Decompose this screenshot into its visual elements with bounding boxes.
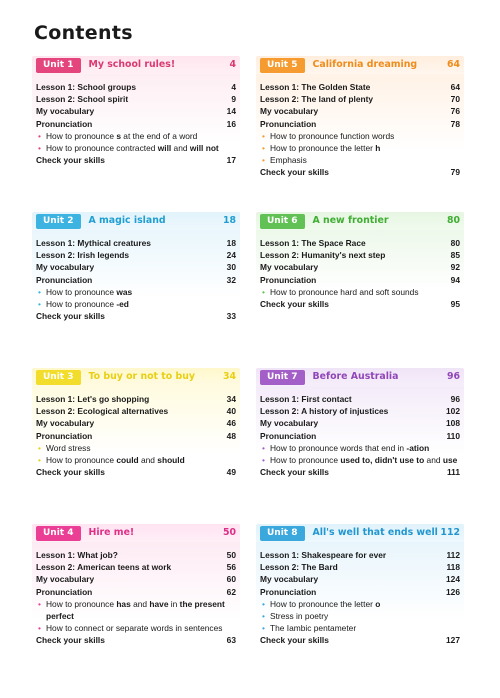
toc-entry-page: 4 bbox=[231, 82, 236, 92]
toc-entry-page: 127 bbox=[446, 635, 460, 646]
unit-section bbox=[256, 212, 464, 316]
toc-entry-title: Pronunciation bbox=[36, 586, 93, 597]
toc-entry-title: Check your skills bbox=[36, 635, 105, 646]
unit-badge: Unit 3 bbox=[36, 370, 81, 385]
pronunciation-topic: • How to connect or separate words in sentences bbox=[36, 622, 236, 634]
unit-section bbox=[256, 524, 464, 653]
toc-entry-title: My vocabulary bbox=[36, 106, 95, 117]
toc-entry-page: 32 bbox=[226, 274, 236, 285]
pronunciation-topic: • How to pronounce used to, didn't use to and use bbox=[260, 454, 460, 466]
check-your-skills-entry[interactable] bbox=[260, 466, 460, 478]
unit-badge: Unit 7 bbox=[260, 370, 305, 385]
toc-entry-title: Check your skills bbox=[36, 311, 105, 322]
toc-entry[interactable] bbox=[36, 237, 236, 249]
toc-entry-title: Pronunciation bbox=[36, 118, 93, 129]
toc-entry[interactable] bbox=[260, 118, 460, 130]
pronunciation-topic: • Emphasis bbox=[260, 154, 460, 166]
unit-section bbox=[32, 212, 240, 328]
toc-entry[interactable] bbox=[36, 586, 236, 598]
toc-entry-page: 94 bbox=[450, 274, 460, 285]
toc-entry-title: Lesson 1: Shakespeare for ever bbox=[260, 550, 387, 560]
toc-entry-title: Pronunciation bbox=[260, 586, 317, 597]
toc-entry-page: 40 bbox=[226, 406, 236, 417]
toc-entry-page: 49 bbox=[226, 467, 236, 478]
toc-entry-page: 112 bbox=[446, 550, 460, 560]
unit-body bbox=[256, 542, 464, 653]
check-your-skills-entry[interactable] bbox=[260, 166, 460, 178]
toc-entry-title: Pronunciation bbox=[36, 430, 93, 441]
toc-entry-title: Lesson 2: Humanity's next step bbox=[260, 250, 386, 261]
toc-entry-page: 48 bbox=[226, 430, 236, 441]
unit-page-number: 112 bbox=[440, 527, 460, 538]
unit-section bbox=[32, 524, 240, 653]
toc-entry-title: My vocabulary bbox=[36, 418, 95, 429]
toc-entry[interactable] bbox=[36, 93, 236, 105]
page-title: Contents bbox=[34, 22, 133, 44]
unit-page-number: 4 bbox=[229, 59, 236, 70]
unit-body bbox=[256, 74, 464, 185]
unit-header bbox=[256, 524, 464, 542]
toc-entry-title: Check your skills bbox=[36, 467, 105, 478]
toc-entry-page: 108 bbox=[446, 418, 460, 429]
toc-entry-page: 110 bbox=[446, 430, 460, 441]
toc-entry-page: 76 bbox=[450, 106, 460, 117]
toc-entry[interactable] bbox=[36, 405, 236, 417]
toc-entry[interactable] bbox=[36, 573, 236, 585]
pronunciation-topic: • How to pronounce was bbox=[36, 286, 236, 298]
unit-badge: Unit 2 bbox=[36, 214, 81, 229]
pronunciation-topic: • How to pronounce -ed bbox=[36, 298, 236, 310]
toc-entry[interactable] bbox=[260, 93, 460, 105]
pronunciation-topic: • How to pronounce s at the end of a word bbox=[36, 130, 236, 142]
toc-entry[interactable] bbox=[260, 573, 460, 585]
unit-title[interactable]: To buy or not to buy bbox=[88, 370, 195, 382]
unit-badge: Unit 4 bbox=[36, 526, 81, 541]
toc-entry-title: My vocabulary bbox=[260, 106, 319, 117]
toc-entry-page: 118 bbox=[446, 562, 460, 573]
unit-header bbox=[32, 56, 240, 74]
toc-entry-title: Lesson 1: Let's go shopping bbox=[36, 394, 150, 404]
toc-entry-title: Lesson 2: Irish legends bbox=[36, 250, 130, 261]
toc-entry-title: Lesson 2: Ecological alternatives bbox=[36, 406, 169, 417]
toc-entry[interactable] bbox=[260, 81, 460, 93]
toc-entry-page: 111 bbox=[446, 467, 460, 478]
unit-body bbox=[32, 386, 240, 484]
toc-entry-title: Pronunciation bbox=[36, 274, 93, 285]
unit-header bbox=[32, 368, 240, 386]
unit-title[interactable]: Before Australia bbox=[312, 370, 399, 382]
toc-entry-title: Pronunciation bbox=[260, 118, 317, 129]
toc-entry-page: 85 bbox=[450, 250, 460, 261]
toc-entry-title: Lesson 1: First contact bbox=[260, 394, 352, 404]
toc-entry[interactable] bbox=[36, 105, 236, 117]
check-your-skills-entry[interactable] bbox=[36, 310, 236, 322]
unit-title[interactable]: California dreaming bbox=[312, 58, 418, 70]
pronunciation-topic: • How to pronounce could and should bbox=[36, 454, 236, 466]
unit-section bbox=[32, 56, 240, 172]
toc-entry-page: 102 bbox=[446, 406, 460, 417]
unit-title[interactable]: Hire me! bbox=[88, 526, 135, 538]
unit-header bbox=[32, 212, 240, 230]
toc-entry-title: My vocabulary bbox=[36, 574, 95, 585]
unit-header bbox=[32, 524, 240, 542]
toc-entry-page: 62 bbox=[226, 586, 236, 597]
toc-entry-page: 60 bbox=[226, 574, 236, 585]
unit-body bbox=[32, 230, 240, 328]
toc-entry[interactable] bbox=[260, 561, 460, 573]
toc-entry-title: Lesson 2: A history of injustices bbox=[260, 406, 389, 417]
toc-entry[interactable] bbox=[36, 274, 236, 286]
unit-header bbox=[256, 212, 464, 230]
check-your-skills-entry[interactable] bbox=[36, 634, 236, 646]
toc-entry-page: 78 bbox=[450, 118, 460, 129]
toc-entry[interactable] bbox=[36, 417, 236, 429]
toc-entry-page: 24 bbox=[226, 250, 236, 261]
pronunciation-topic: • How to pronounce the letter o bbox=[260, 598, 460, 610]
toc-entry-title: Check your skills bbox=[260, 167, 329, 178]
toc-entry-page: 9 bbox=[231, 94, 236, 105]
toc-entry[interactable] bbox=[260, 417, 460, 429]
toc-entry-page: 56 bbox=[226, 562, 236, 573]
check-your-skills-entry[interactable] bbox=[260, 634, 460, 646]
toc-entry-page: 34 bbox=[226, 394, 236, 404]
toc-entry-page: 92 bbox=[450, 262, 460, 273]
unit-page-number: 18 bbox=[222, 215, 236, 226]
toc-entry-page: 30 bbox=[226, 262, 236, 273]
unit-page-number: 64 bbox=[446, 59, 460, 70]
toc-entry[interactable] bbox=[36, 81, 236, 93]
check-your-skills-entry[interactable] bbox=[36, 154, 236, 166]
unit-header bbox=[256, 368, 464, 386]
toc-entry-page: 70 bbox=[450, 94, 460, 105]
toc-entry-title: Lesson 1: School groups bbox=[36, 82, 137, 92]
toc-entry-page: 124 bbox=[446, 574, 460, 585]
unit-section bbox=[256, 368, 464, 484]
toc-entry-title: Lesson 1: The Golden State bbox=[260, 82, 371, 92]
unit-badge: Unit 5 bbox=[260, 58, 305, 73]
toc-entry-title: My vocabulary bbox=[260, 574, 319, 585]
toc-entry[interactable] bbox=[36, 549, 236, 561]
unit-body bbox=[256, 386, 464, 484]
unit-body bbox=[32, 542, 240, 653]
unit-badge: Unit 6 bbox=[260, 214, 305, 229]
toc-entry-title: Lesson 2: School spirit bbox=[36, 94, 129, 105]
toc-entry[interactable] bbox=[36, 118, 236, 130]
toc-entry[interactable] bbox=[260, 586, 460, 598]
toc-entry-title: My vocabulary bbox=[260, 418, 319, 429]
unit-body bbox=[256, 230, 464, 316]
unit-badge: Unit 8 bbox=[260, 526, 305, 541]
unit-title[interactable]: A new frontier bbox=[312, 214, 389, 226]
toc-entry-page: 95 bbox=[450, 299, 460, 310]
unit-body bbox=[32, 74, 240, 172]
pronunciation-topic: • How to pronounce hard and soft sounds bbox=[260, 286, 460, 298]
pronunciation-topic: • How to pronounce the letter h bbox=[260, 142, 460, 154]
toc-entry-page: 17 bbox=[226, 155, 236, 166]
toc-entry[interactable] bbox=[36, 430, 236, 442]
check-your-skills-entry[interactable] bbox=[260, 298, 460, 310]
toc-entry-title: Check your skills bbox=[36, 155, 105, 166]
toc-entry-title: Pronunciation bbox=[260, 274, 317, 285]
toc-entry[interactable] bbox=[260, 237, 460, 249]
toc-entry[interactable] bbox=[260, 274, 460, 286]
pronunciation-topic: • Stress in poetry bbox=[260, 610, 460, 622]
toc-entry-title: Lesson 1: What job? bbox=[36, 550, 118, 560]
toc-entry-title: Check your skills bbox=[260, 467, 329, 478]
toc-entry[interactable] bbox=[260, 261, 460, 273]
toc-entry-title: Check your skills bbox=[260, 635, 329, 646]
unit-page-number: 34 bbox=[222, 371, 236, 382]
pronunciation-topic: • Word stress bbox=[36, 442, 236, 454]
toc-entry-title: Pronunciation bbox=[260, 430, 317, 441]
check-your-skills-entry[interactable] bbox=[36, 466, 236, 478]
pronunciation-topic: • How to pronounce contracted will and will not bbox=[36, 142, 236, 154]
pronunciation-topic: • How to pronounce has and have in the present perfect bbox=[36, 598, 236, 622]
unit-page-number: 80 bbox=[446, 215, 460, 226]
toc-entry-title: My vocabulary bbox=[36, 262, 95, 273]
toc-entry-title: Lesson 2: The land of plenty bbox=[260, 94, 374, 105]
toc-entry-page: 16 bbox=[226, 118, 236, 129]
toc-entry-page: 18 bbox=[226, 238, 236, 248]
pronunciation-topic: • How to pronounce function words bbox=[260, 130, 460, 142]
unit-badge: Unit 1 bbox=[36, 58, 81, 73]
unit-header bbox=[256, 56, 464, 74]
unit-page-number: 50 bbox=[222, 527, 236, 538]
toc-entry-title: Lesson 1: Mythical creatures bbox=[36, 238, 151, 248]
toc-entry-page: 33 bbox=[226, 311, 236, 322]
toc-entry-title: Check your skills bbox=[260, 299, 329, 310]
unit-title[interactable]: A magic island bbox=[88, 214, 166, 226]
toc-entry-page: 46 bbox=[226, 418, 236, 429]
unit-title[interactable]: My school rules! bbox=[88, 58, 176, 70]
toc-entry[interactable] bbox=[260, 249, 460, 261]
pronunciation-topic: • The Iambic pentameter bbox=[260, 622, 460, 634]
unit-section bbox=[32, 368, 240, 484]
toc-entry-page: 14 bbox=[226, 106, 236, 117]
toc-entry-page: 50 bbox=[226, 550, 236, 560]
toc-entry-title: My vocabulary bbox=[260, 262, 319, 273]
unit-title[interactable]: All's well that ends well bbox=[312, 526, 438, 538]
unit-page-number: 96 bbox=[446, 371, 460, 382]
toc-entry-page: 96 bbox=[450, 394, 460, 404]
toc-entry-page: 79 bbox=[450, 167, 460, 178]
pronunciation-topic: • How to pronounce words that end in -ation bbox=[260, 442, 460, 454]
toc-entry-title: Lesson 2: American teens at work bbox=[36, 562, 172, 573]
unit-section bbox=[256, 56, 464, 185]
toc-entry-title: Lesson 1: The Space Race bbox=[260, 238, 366, 248]
toc-entry[interactable] bbox=[36, 393, 236, 405]
toc-entry[interactable] bbox=[260, 549, 460, 561]
toc-entry[interactable] bbox=[260, 393, 460, 405]
toc-entry[interactable] bbox=[260, 405, 460, 417]
toc-entry[interactable] bbox=[36, 261, 236, 273]
toc-entry[interactable] bbox=[260, 105, 460, 117]
toc-entry[interactable] bbox=[36, 561, 236, 573]
toc-entry-page: 63 bbox=[226, 635, 236, 646]
toc-entry-page: 80 bbox=[450, 238, 460, 248]
toc-entry[interactable] bbox=[36, 249, 236, 261]
toc-entry[interactable] bbox=[260, 430, 460, 442]
toc-entry-page: 64 bbox=[450, 82, 460, 92]
toc-entry-title: Lesson 2: The Bard bbox=[260, 562, 338, 573]
toc-entry-page: 126 bbox=[446, 586, 460, 597]
